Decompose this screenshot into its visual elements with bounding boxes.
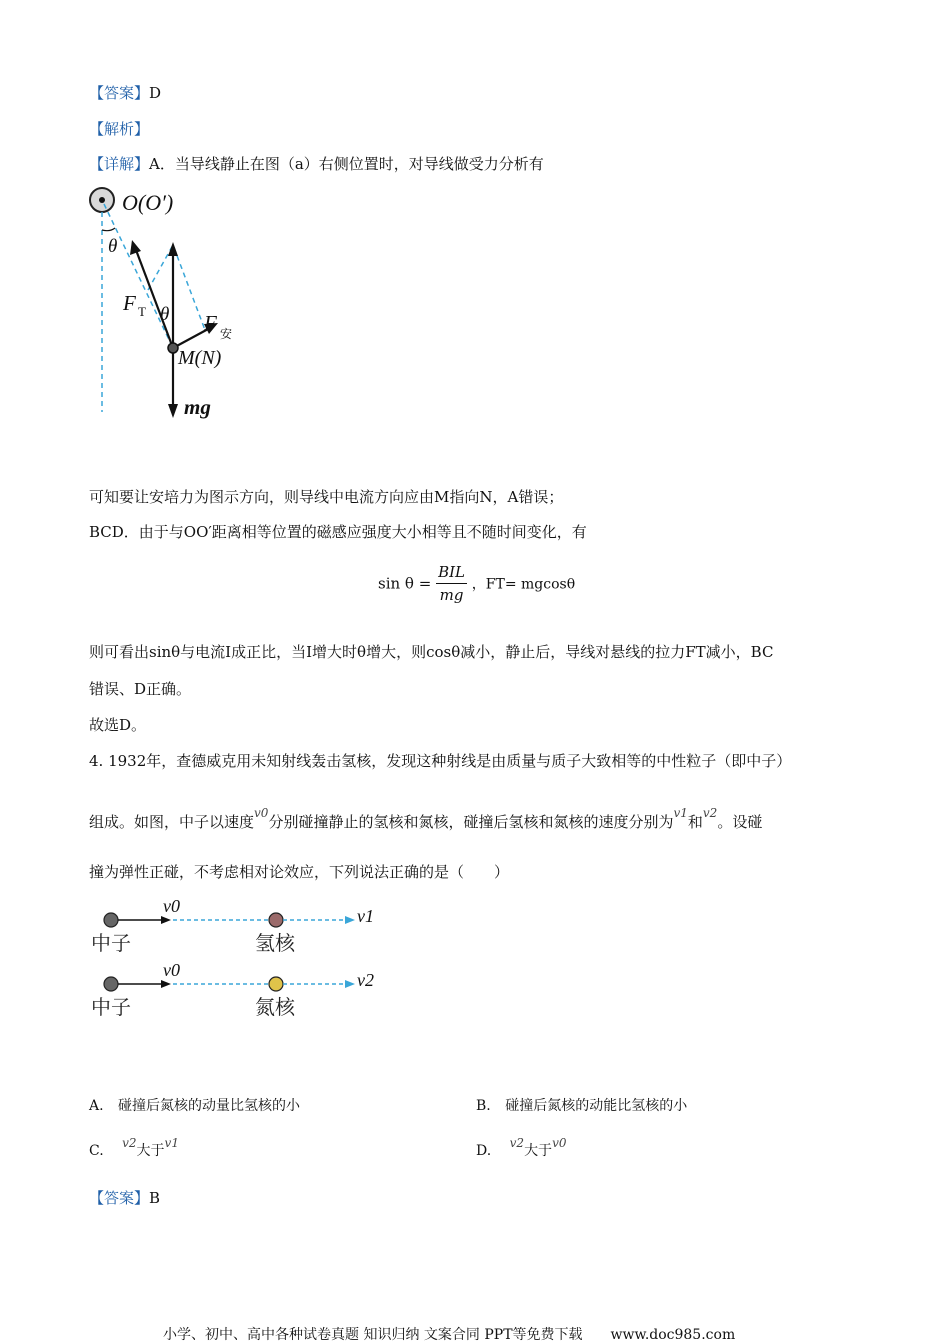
option-a[interactable] (89, 1095, 300, 1115)
detail-line (89, 153, 544, 174)
neutron-ball-2 (104, 977, 118, 991)
theta-mid-label: θ (160, 304, 170, 325)
q4-v2: v2 (702, 806, 718, 820)
footer: 小学、初中、高中各种试卷真题 知识归纳 文案合同 PPT等免费下载 www.doc985.com (163, 1327, 736, 1343)
q4-text-d: 。设碰 (717, 813, 763, 831)
v2-label: v2 (357, 970, 374, 990)
wire-dash (104, 204, 173, 348)
mg-arrowhead (168, 404, 178, 418)
wire-point (168, 343, 178, 353)
v0-label-1: v0 (163, 896, 180, 916)
hydrogen-ball (269, 913, 283, 927)
answer-line-1 (89, 82, 161, 103)
mg-label: mg (184, 395, 211, 419)
pivot-label: O(O′) (122, 190, 174, 215)
q4-v0: v0 (254, 806, 269, 820)
answer-value-2: B (149, 1189, 161, 1207)
option-c-v1: v1 (164, 1136, 179, 1150)
analysis-tag: 【解析】 (89, 120, 150, 138)
answer-line-2 (89, 1187, 160, 1208)
paragraph-4: 故选D。 (89, 716, 147, 734)
formula (378, 563, 575, 604)
option-a-text: 碰撞后氮核的动量比氢核的小 (118, 1098, 301, 1114)
option-d-v2: v2 (509, 1136, 525, 1150)
neutron-label-2: 中子 (91, 997, 131, 1019)
ft-arrow (136, 250, 173, 348)
collision-diagram (85, 890, 385, 1025)
q4-v1: v1 (673, 806, 688, 820)
formula-ft: ，FT= mgcosθ (471, 576, 576, 593)
option-d-mid: 大于 (524, 1143, 553, 1159)
parallelogram-dash (148, 245, 205, 330)
question-4-line-3: 撞为弹性正碰，不考虑相对论效应，下列说法正确的是（ ） (89, 863, 510, 881)
neutron-ball-1 (104, 913, 118, 927)
question-4-line-2 (89, 806, 763, 832)
option-d-v0: v0 (552, 1136, 567, 1150)
option-c-v2: v2 (122, 1136, 137, 1150)
fan-label: F (204, 311, 217, 335)
detail-tag: 【详解】 (89, 155, 150, 173)
formula-denominator: mg (439, 586, 464, 604)
option-c-mid: 大于 (136, 1143, 165, 1159)
option-c-letter: C. (89, 1143, 104, 1159)
option-b-text: 碰撞后氮核的动能比氢核的小 (505, 1098, 688, 1114)
detail-text: A．当导线静止在图（a）右侧位置时，对导线做受力分析有 (149, 155, 544, 173)
v0-label-2: v0 (163, 960, 180, 980)
option-b-letter: B. (476, 1098, 491, 1114)
paragraph-2: BCD．由于与OO′距离相等位置的磁感应强度大小相等且不随时间变化，有 (89, 523, 587, 541)
answer-value: D (149, 84, 162, 102)
option-b[interactable] (476, 1095, 687, 1115)
v1-label: v1 (357, 906, 374, 926)
point-label: M(N) (178, 347, 222, 369)
answer-tag: 【答案】 (89, 84, 150, 102)
theta-top-label: θ (108, 236, 118, 257)
question-4-line-1: 4. 1932年，查德威克用未知射线轰击氢核，发现这种射线是由质量与质子大致相等的中性粒子（即中子） (89, 752, 792, 770)
option-d-letter: D. (476, 1143, 492, 1159)
q4-text-b: 分别碰撞静止的氢核和氮核，碰撞后氢核和氮核的速度分别为 (268, 813, 674, 831)
q4-text-c: 和 (687, 813, 703, 831)
force-diagram (80, 180, 280, 430)
hydrogen-label: 氢核 (255, 933, 295, 955)
theta-arc-top (102, 228, 115, 231)
paragraph-3-line-2: 错误、D正确。 (89, 680, 192, 698)
answer-tag-2: 【答案】 (89, 1189, 150, 1207)
v1-arrowhead (345, 916, 355, 924)
nitrogen-label: 氮核 (255, 997, 295, 1019)
option-d[interactable] (476, 1136, 567, 1160)
up-arrowhead (168, 242, 178, 256)
neutron-label-1: 中子 (91, 933, 131, 955)
neutron-arrowhead-2 (161, 980, 171, 988)
formula-fraction (436, 563, 467, 604)
paragraph-1: 可知要让安培力为图示方向，则导线中电流方向应由M指向N，A错误； (89, 488, 564, 506)
ft-label: F (123, 291, 136, 315)
fan-sub-label: 安 (220, 327, 233, 341)
neutron-arrowhead-1 (161, 916, 171, 924)
v2-arrowhead (345, 980, 355, 988)
q4-text-a: 组成。如图，中子以速度 (89, 813, 255, 831)
formula-sin: sin θ = (378, 574, 432, 593)
option-a-letter: A. (89, 1098, 104, 1114)
pivot-center (99, 197, 105, 203)
paragraph-3-line-1: 则可看出sinθ与电流I成正比，当I增大时θ增大，则cosθ减小，静止后，导线对悬线的拉力FT减小，BC (89, 643, 774, 661)
nitrogen-ball (269, 977, 283, 991)
formula-numerator: BIL (436, 563, 467, 584)
ft-arrowhead (130, 240, 141, 255)
ft-sub-label: T (138, 304, 146, 319)
option-c[interactable] (89, 1136, 179, 1160)
